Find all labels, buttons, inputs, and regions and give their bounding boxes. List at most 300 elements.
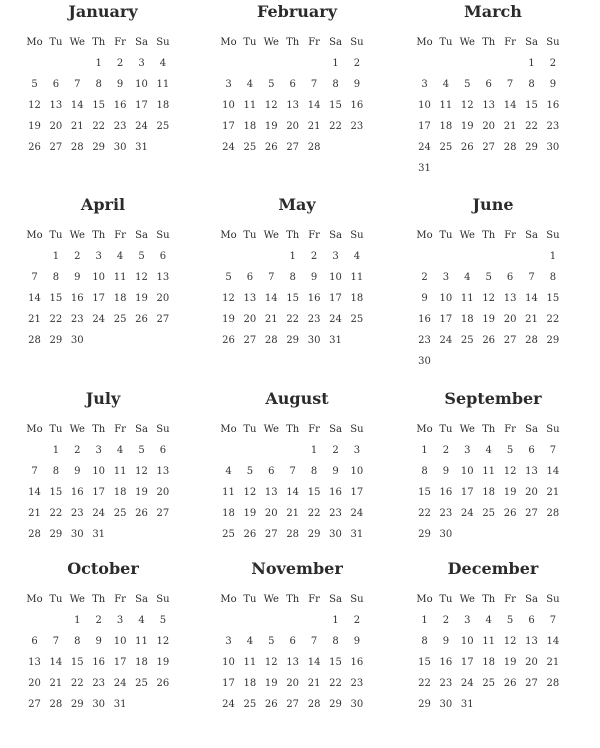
weekday-header: Su (350, 424, 364, 435)
day-cell: 20 (286, 678, 300, 689)
day-cell: 7 (289, 466, 296, 477)
day-cell: 19 (503, 487, 517, 498)
day-cell: 27 (286, 142, 300, 153)
day-cell: 29 (70, 699, 84, 710)
day-cell: 26 (460, 142, 474, 153)
month-title: July (85, 389, 121, 408)
day-cell: 13 (525, 466, 538, 477)
day-cell: 20 (49, 121, 63, 132)
day-cell: 23 (329, 508, 342, 519)
weekday-header: Fr (308, 424, 320, 435)
day-cell: 27 (156, 508, 170, 519)
weekday-header: Fr (308, 594, 320, 605)
day-cell: 8 (549, 272, 557, 283)
day-cell: 3 (116, 615, 124, 626)
day-cell: 11 (243, 100, 257, 111)
month-title: November (251, 559, 343, 578)
weekday-header: Fr (114, 37, 126, 48)
day-cell: 1 (310, 445, 318, 456)
day-cell: 21 (28, 508, 41, 519)
day-cell: 31 (329, 335, 342, 346)
day-cell: 8 (74, 636, 81, 647)
day-cell: 11 (482, 636, 496, 647)
weekday-header: Sa (525, 424, 538, 435)
day-cell: 13 (264, 487, 278, 498)
day-cell: 4 (225, 466, 232, 477)
day-cell: 1 (289, 251, 296, 262)
weekday-header: Sa (525, 37, 538, 48)
day-cell: 29 (525, 142, 538, 153)
weekday-header: Sa (329, 230, 342, 241)
day-cell: 1 (421, 615, 428, 626)
day-cell: 29 (418, 699, 431, 710)
day-cell: 21 (70, 121, 84, 132)
weekday-header: Tu (49, 424, 63, 435)
day-cell: 6 (528, 445, 535, 456)
weekday-header: Tu (49, 37, 63, 48)
day-cell: 2 (353, 58, 361, 69)
day-cell: 1 (74, 615, 81, 626)
day-cell: 30 (329, 529, 342, 540)
day-cell: 23 (439, 678, 453, 689)
day-cell: 22 (525, 121, 538, 132)
month-title: December (447, 559, 539, 578)
day-cell: 1 (52, 251, 60, 262)
weekday-header: Sa (135, 37, 148, 48)
month-may (222, 194, 382, 384)
day-cell: 24 (460, 678, 474, 689)
day-cell: 5 (506, 445, 514, 456)
month-july (28, 388, 188, 578)
day-cell: 22 (546, 314, 560, 325)
day-cell: 18 (350, 293, 364, 304)
day-cell: 16 (350, 100, 364, 111)
day-cell: 17 (329, 293, 342, 304)
weekday-header: Su (350, 594, 364, 605)
day-cell: 11 (113, 466, 127, 477)
day-cell: 23 (350, 121, 364, 132)
weekday-header: We (459, 424, 475, 435)
day-cell: 6 (289, 79, 296, 90)
day-cell: 28 (546, 508, 560, 519)
month-april (28, 194, 188, 384)
day-cell: 5 (246, 466, 254, 477)
day-cell: 4 (464, 272, 471, 283)
day-cell: 24 (222, 142, 235, 153)
day-cell: 14 (264, 293, 278, 304)
day-cell: 18 (460, 314, 474, 325)
weekday-header: Sa (135, 424, 148, 435)
day-cell: 31 (460, 699, 474, 710)
day-cell: 30 (113, 142, 127, 153)
weekday-header: We (263, 37, 279, 48)
month-september (418, 388, 578, 578)
day-cell: 17 (222, 678, 235, 689)
day-cell: 4 (246, 79, 254, 90)
day-cell: 24 (439, 335, 453, 346)
day-cell: 2 (353, 615, 361, 626)
day-cell: 15 (546, 293, 560, 304)
day-cell: 27 (286, 699, 300, 710)
day-cell: 26 (28, 142, 41, 153)
day-cell: 7 (268, 272, 275, 283)
day-cell: 14 (546, 636, 560, 647)
day-cell: 27 (525, 678, 538, 689)
day-cell: 9 (549, 79, 557, 90)
weekday-header: Mo (220, 594, 237, 605)
day-cell: 16 (70, 487, 84, 498)
day-cell: 30 (546, 142, 560, 153)
day-cell: 1 (95, 58, 102, 69)
day-cell: 21 (546, 487, 560, 498)
day-cell: 29 (286, 335, 300, 346)
weekday-header: Mo (416, 594, 433, 605)
month-august (222, 388, 382, 578)
day-cell: 4 (442, 79, 450, 90)
day-cell: 12 (264, 100, 278, 111)
day-cell: 2 (74, 251, 81, 262)
weekday-header: Tu (243, 594, 257, 605)
day-cell: 21 (525, 314, 538, 325)
day-cell: 19 (460, 121, 474, 132)
weekday-header: Sa (525, 230, 538, 241)
weekday-header: Su (546, 594, 560, 605)
day-cell: 6 (506, 272, 514, 283)
day-cell: 7 (310, 79, 318, 90)
day-cell: 17 (222, 121, 235, 132)
day-cell: 12 (135, 466, 148, 477)
weekday-header: Mo (220, 37, 237, 48)
day-cell: 24 (113, 678, 127, 689)
day-cell: 13 (156, 466, 170, 477)
day-cell: 25 (135, 678, 148, 689)
day-cell: 17 (439, 314, 453, 325)
weekday-header: Mo (26, 230, 43, 241)
day-cell: 14 (546, 466, 560, 477)
day-cell: 12 (222, 293, 235, 304)
day-cell: 16 (329, 487, 342, 498)
day-cell: 13 (525, 636, 538, 647)
day-cell: 6 (485, 79, 492, 90)
day-cell: 17 (460, 487, 474, 498)
month-title: April (80, 195, 126, 214)
day-cell: 19 (264, 121, 278, 132)
day-cell: 4 (138, 615, 145, 626)
day-cell: 24 (329, 314, 342, 325)
day-cell: 5 (31, 79, 38, 90)
day-cell: 19 (222, 314, 235, 325)
day-cell: 23 (439, 508, 453, 519)
day-cell: 16 (307, 293, 321, 304)
day-cell: 14 (28, 293, 41, 304)
weekday-header: Tu (439, 424, 453, 435)
day-cell: 14 (70, 100, 84, 111)
day-cell: 8 (52, 272, 60, 283)
day-cell: 10 (222, 100, 235, 111)
day-cell: 12 (264, 657, 278, 668)
day-cell: 2 (310, 251, 318, 262)
day-cell: 29 (418, 529, 431, 540)
day-cell: 22 (307, 508, 321, 519)
day-cell: 8 (528, 79, 535, 90)
day-cell: 30 (418, 356, 431, 367)
day-cell: 28 (264, 335, 278, 346)
day-cell: 25 (243, 699, 257, 710)
day-cell: 22 (92, 121, 106, 132)
day-cell: 20 (286, 121, 300, 132)
day-cell: 16 (92, 657, 106, 668)
day-cell: 22 (286, 314, 300, 325)
day-cell: 26 (503, 508, 517, 519)
day-cell: 4 (246, 636, 254, 647)
weekday-header: Fr (504, 594, 516, 605)
day-cell: 10 (329, 272, 342, 283)
day-cell: 29 (49, 529, 63, 540)
day-cell: 28 (525, 335, 538, 346)
day-cell: 8 (310, 466, 318, 477)
day-cell: 28 (70, 142, 84, 153)
weekday-header: Su (546, 424, 560, 435)
day-cell: 8 (95, 79, 102, 90)
weekday-header: Th (482, 594, 496, 605)
weekday-header: Su (156, 424, 170, 435)
day-cell: 21 (264, 314, 278, 325)
day-cell: 9 (332, 466, 339, 477)
day-cell: 23 (307, 314, 321, 325)
day-cell: 9 (442, 466, 450, 477)
day-cell: 5 (506, 615, 514, 626)
day-cell: 12 (503, 636, 517, 647)
weekday-header: We (459, 230, 475, 241)
day-cell: 30 (307, 335, 321, 346)
day-cell: 6 (159, 251, 167, 262)
day-cell: 15 (307, 487, 321, 498)
weekday-header: Su (350, 37, 364, 48)
weekday-header: Th (286, 424, 300, 435)
month-march (418, 1, 578, 191)
day-cell: 21 (503, 121, 517, 132)
day-cell: 29 (307, 529, 321, 540)
day-cell: 13 (286, 657, 300, 668)
day-cell: 8 (421, 466, 428, 477)
day-cell: 4 (159, 58, 167, 69)
day-cell: 3 (95, 445, 102, 456)
day-cell: 8 (421, 636, 428, 647)
day-cell: 3 (353, 445, 361, 456)
weekday-header: Th (92, 424, 106, 435)
weekday-header: Sa (525, 594, 538, 605)
weekday-header: Mo (416, 37, 433, 48)
day-cell: 18 (439, 121, 453, 132)
day-cell: 1 (332, 58, 339, 69)
day-cell: 21 (28, 314, 41, 325)
day-cell: 18 (243, 678, 257, 689)
weekday-header: Su (546, 37, 560, 48)
day-cell: 10 (135, 79, 148, 90)
weekday-header: Tu (439, 230, 453, 241)
day-cell: 28 (503, 142, 517, 153)
day-cell: 22 (49, 314, 63, 325)
day-cell: 5 (464, 79, 471, 90)
weekday-header: Fr (114, 230, 126, 241)
day-cell: 3 (225, 79, 232, 90)
day-cell: 16 (439, 487, 453, 498)
day-cell: 11 (439, 100, 453, 111)
day-cell: 29 (546, 335, 560, 346)
day-cell: 2 (332, 445, 339, 456)
day-cell: 28 (28, 529, 41, 540)
day-cell: 23 (92, 678, 106, 689)
day-cell: 20 (525, 657, 538, 668)
day-cell: 11 (482, 466, 496, 477)
day-cell: 5 (268, 79, 275, 90)
weekday-header: Su (156, 37, 170, 48)
day-cell: 8 (332, 79, 339, 90)
weekday-header: Mo (220, 230, 237, 241)
day-cell: 18 (482, 657, 496, 668)
day-cell: 19 (264, 678, 278, 689)
weekday-header: Sa (135, 594, 148, 605)
day-cell: 25 (243, 142, 257, 153)
day-cell: 24 (350, 508, 364, 519)
month-december (418, 558, 578, 748)
day-cell: 5 (485, 272, 492, 283)
day-cell: 25 (113, 314, 127, 325)
weekday-header: Tu (243, 230, 257, 241)
day-cell: 30 (92, 699, 106, 710)
day-cell: 29 (329, 699, 342, 710)
day-cell: 18 (135, 657, 148, 668)
weekday-header: Fr (114, 424, 126, 435)
weekday-header: Tu (439, 594, 453, 605)
month-title: October (67, 559, 139, 578)
day-cell: 28 (28, 335, 41, 346)
day-cell: 12 (482, 293, 496, 304)
day-cell: 7 (549, 615, 557, 626)
day-cell: 5 (159, 615, 167, 626)
weekday-header: Th (482, 424, 496, 435)
day-cell: 23 (70, 508, 84, 519)
day-cell: 5 (138, 251, 145, 262)
day-cell: 11 (460, 293, 474, 304)
weekday-header: We (263, 230, 279, 241)
month-title: August (265, 389, 329, 408)
day-cell: 21 (307, 121, 321, 132)
weekday-header: Mo (220, 424, 237, 435)
day-cell: 9 (442, 636, 450, 647)
month-october (28, 558, 188, 748)
day-cell: 22 (49, 508, 63, 519)
day-cell: 27 (482, 142, 496, 153)
day-cell: 6 (289, 636, 296, 647)
day-cell: 2 (442, 615, 450, 626)
day-cell: 17 (135, 100, 148, 111)
day-cell: 19 (156, 657, 170, 668)
month-june (418, 194, 578, 384)
day-cell: 15 (525, 100, 538, 111)
day-cell: 16 (546, 100, 560, 111)
day-cell: 25 (222, 529, 235, 540)
day-cell: 27 (28, 699, 41, 710)
day-cell: 20 (503, 314, 517, 325)
day-cell: 6 (31, 636, 38, 647)
day-cell: 2 (116, 58, 124, 69)
month-title: January (68, 2, 138, 21)
day-cell: 17 (418, 121, 431, 132)
day-cell: 29 (92, 142, 106, 153)
day-cell: 30 (439, 529, 453, 540)
day-cell: 30 (70, 529, 84, 540)
day-cell: 25 (482, 508, 496, 519)
day-cell: 22 (418, 678, 431, 689)
day-cell: 13 (503, 293, 517, 304)
day-cell: 30 (439, 699, 453, 710)
day-cell: 21 (49, 678, 63, 689)
day-cell: 10 (460, 466, 474, 477)
day-cell: 9 (353, 636, 361, 647)
day-cell: 6 (528, 615, 535, 626)
day-cell: 19 (135, 487, 148, 498)
weekday-header: Sa (329, 37, 342, 48)
day-cell: 2 (442, 445, 450, 456)
day-cell: 2 (421, 272, 428, 283)
weekday-header: Fr (308, 37, 320, 48)
day-cell: 26 (135, 508, 148, 519)
day-cell: 3 (442, 272, 450, 283)
day-cell: 23 (350, 678, 364, 689)
month-title: June (472, 195, 514, 214)
day-cell: 15 (49, 293, 63, 304)
day-cell: 7 (31, 272, 38, 283)
day-cell: 9 (353, 79, 361, 90)
weekday-header: Th (286, 37, 300, 48)
day-cell: 22 (329, 678, 342, 689)
day-cell: 8 (289, 272, 296, 283)
weekday-header: Mo (26, 594, 43, 605)
day-cell: 18 (113, 293, 127, 304)
day-cell: 25 (156, 121, 170, 132)
weekday-header: Th (482, 37, 496, 48)
day-cell: 6 (246, 272, 254, 283)
day-cell: 16 (418, 314, 431, 325)
month-title: May (278, 195, 316, 214)
day-cell: 24 (92, 314, 106, 325)
day-cell: 24 (222, 699, 235, 710)
weekday-header: Mo (26, 37, 43, 48)
day-cell: 6 (268, 466, 275, 477)
day-cell: 10 (439, 293, 453, 304)
day-cell: 18 (156, 100, 170, 111)
weekday-header: We (263, 594, 279, 605)
day-cell: 1 (332, 615, 339, 626)
day-cell: 15 (418, 487, 431, 498)
day-cell: 27 (264, 529, 278, 540)
day-cell: 14 (49, 657, 63, 668)
day-cell: 9 (74, 272, 81, 283)
day-cell: 17 (113, 657, 127, 668)
weekday-header: Su (156, 230, 170, 241)
weekday-header: Sa (329, 424, 342, 435)
day-cell: 14 (286, 487, 300, 498)
day-cell: 5 (225, 272, 232, 283)
day-cell: 5 (268, 636, 275, 647)
day-cell: 11 (350, 272, 364, 283)
day-cell: 24 (135, 121, 148, 132)
month-title: February (256, 2, 337, 21)
weekday-header: Th (482, 230, 496, 241)
day-cell: 21 (307, 678, 321, 689)
day-cell: 28 (546, 678, 560, 689)
